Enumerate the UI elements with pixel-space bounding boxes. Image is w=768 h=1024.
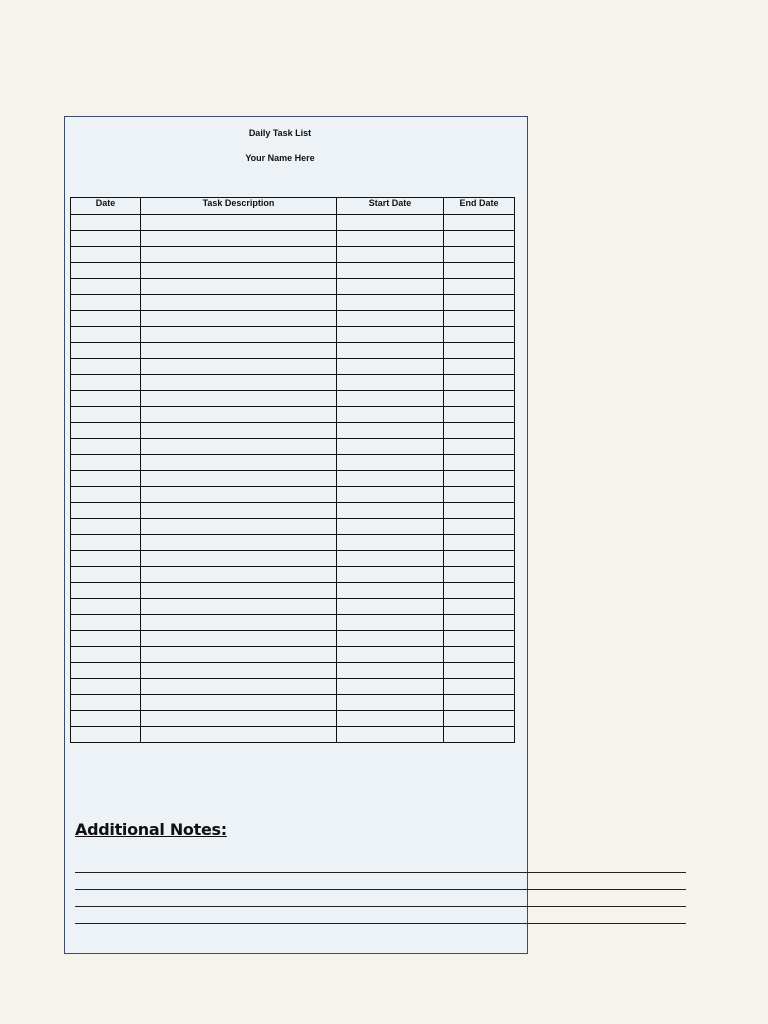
end-date-cell[interactable] — [444, 247, 515, 263]
start-date-cell[interactable] — [337, 599, 444, 615]
start-date-cell[interactable] — [337, 615, 444, 631]
date-cell[interactable] — [71, 503, 141, 519]
end-date-cell[interactable] — [444, 215, 515, 231]
date-cell[interactable] — [71, 311, 141, 327]
start-date-cell[interactable] — [337, 647, 444, 663]
task-description-cell[interactable] — [141, 631, 337, 647]
table-row — [71, 295, 515, 311]
date-cell[interactable] — [71, 295, 141, 311]
start-date-cell[interactable] — [337, 631, 444, 647]
date-cell[interactable] — [71, 535, 141, 551]
task-description-cell[interactable] — [141, 599, 337, 615]
end-date-cell[interactable] — [444, 423, 515, 439]
table-row — [71, 711, 515, 727]
table-row — [71, 423, 515, 439]
start-date-cell[interactable] — [337, 455, 444, 471]
date-cell[interactable] — [71, 375, 141, 391]
task-description-cell[interactable] — [141, 407, 337, 423]
task-description-cell[interactable] — [141, 359, 337, 375]
table-row — [71, 647, 515, 663]
task-description-cell[interactable] — [141, 391, 337, 407]
table-row — [71, 615, 515, 631]
start-date-cell[interactable] — [337, 231, 444, 247]
task-description-cell[interactable] — [141, 679, 337, 695]
task-description-cell[interactable] — [141, 615, 337, 631]
table-row — [71, 343, 515, 359]
task-description-cell[interactable] — [141, 663, 337, 679]
column-header-task-description: Task Description — [141, 198, 337, 215]
task-table-body — [71, 215, 515, 743]
end-date-cell[interactable] — [444, 663, 515, 679]
table-row — [71, 551, 515, 567]
task-description-cell[interactable] — [141, 375, 337, 391]
end-date-cell[interactable] — [444, 455, 515, 471]
table-header-row — [71, 198, 515, 215]
date-cell[interactable] — [71, 583, 141, 599]
start-date-cell[interactable] — [337, 247, 444, 263]
end-date-cell[interactable] — [444, 439, 515, 455]
column-header-date: Date — [71, 198, 141, 215]
start-date-cell[interactable] — [337, 679, 444, 695]
table-row — [71, 487, 515, 503]
date-cell[interactable] — [71, 359, 141, 375]
table-row — [71, 359, 515, 375]
document-title: Daily Task List — [248, 128, 312, 138]
table-row — [71, 279, 515, 295]
date-cell[interactable] — [71, 551, 141, 567]
name-placeholder: Your Name Here — [245, 153, 315, 163]
task-description-cell[interactable] — [141, 535, 337, 551]
end-date-cell[interactable] — [444, 551, 515, 567]
task-description-cell[interactable] — [141, 247, 337, 263]
note-line[interactable] — [75, 889, 686, 890]
end-date-cell[interactable] — [444, 599, 515, 615]
start-date-cell[interactable] — [337, 583, 444, 599]
table-row — [71, 503, 515, 519]
date-cell[interactable] — [71, 567, 141, 583]
start-date-cell[interactable] — [337, 567, 444, 583]
task-description-cell[interactable] — [141, 423, 337, 439]
end-date-cell[interactable] — [444, 487, 515, 503]
start-date-cell[interactable] — [337, 407, 444, 423]
start-date-cell[interactable] — [337, 535, 444, 551]
date-cell[interactable] — [71, 695, 141, 711]
start-date-cell[interactable] — [337, 519, 444, 535]
task-description-cell[interactable] — [141, 695, 337, 711]
end-date-cell[interactable] — [444, 359, 515, 375]
start-date-cell[interactable] — [337, 295, 444, 311]
task-description-cell[interactable] — [141, 519, 337, 535]
end-date-cell[interactable] — [444, 231, 515, 247]
date-cell[interactable] — [71, 215, 141, 231]
table-row — [71, 471, 515, 487]
table-row — [71, 407, 515, 423]
date-cell[interactable] — [71, 519, 141, 535]
date-cell[interactable] — [71, 647, 141, 663]
task-description-cell[interactable] — [141, 727, 337, 743]
task-description-cell[interactable] — [141, 487, 337, 503]
task-description-cell[interactable] — [141, 567, 337, 583]
start-date-cell[interactable] — [337, 263, 444, 279]
end-date-cell[interactable] — [444, 727, 515, 743]
task-description-cell[interactable] — [141, 439, 337, 455]
start-date-cell[interactable] — [337, 439, 444, 455]
date-cell[interactable] — [71, 391, 141, 407]
start-date-cell[interactable] — [337, 327, 444, 343]
table-row — [71, 455, 515, 471]
table-row — [71, 567, 515, 583]
start-date-cell[interactable] — [337, 471, 444, 487]
start-date-cell[interactable] — [337, 391, 444, 407]
end-date-cell[interactable] — [444, 295, 515, 311]
task-description-cell[interactable] — [141, 263, 337, 279]
start-date-cell[interactable] — [337, 695, 444, 711]
end-date-cell[interactable] — [444, 343, 515, 359]
table-row — [71, 327, 515, 343]
table-row — [71, 519, 515, 535]
task-description-cell[interactable] — [141, 215, 337, 231]
table-row — [71, 535, 515, 551]
date-cell[interactable] — [71, 615, 141, 631]
table-row — [71, 599, 515, 615]
date-cell[interactable] — [71, 599, 141, 615]
date-cell[interactable] — [71, 423, 141, 439]
date-cell[interactable] — [71, 471, 141, 487]
start-date-cell[interactable] — [337, 343, 444, 359]
start-date-cell[interactable] — [337, 359, 444, 375]
date-cell[interactable] — [71, 343, 141, 359]
note-line[interactable] — [75, 906, 686, 907]
end-date-cell[interactable] — [444, 631, 515, 647]
column-header-end-date: End Date — [444, 198, 515, 215]
task-table — [70, 197, 515, 743]
task-description-cell[interactable] — [141, 471, 337, 487]
date-cell[interactable] — [71, 727, 141, 743]
end-date-cell[interactable] — [444, 647, 515, 663]
date-cell[interactable] — [71, 663, 141, 679]
start-date-cell[interactable] — [337, 551, 444, 567]
end-date-cell[interactable] — [444, 679, 515, 695]
start-date-cell[interactable] — [337, 727, 444, 743]
start-date-cell[interactable] — [337, 503, 444, 519]
table-row — [71, 679, 515, 695]
end-date-cell[interactable] — [444, 391, 515, 407]
table-row — [71, 631, 515, 647]
table-row — [71, 727, 515, 743]
end-date-cell[interactable] — [444, 375, 515, 391]
start-date-cell[interactable] — [337, 711, 444, 727]
notes-heading: Additional Notes: — [75, 820, 227, 839]
date-cell[interactable] — [71, 231, 141, 247]
end-date-cell[interactable] — [444, 695, 515, 711]
end-date-cell[interactable] — [444, 471, 515, 487]
end-date-cell[interactable] — [444, 519, 515, 535]
column-header-start-date: Start Date — [337, 198, 444, 215]
end-date-cell[interactable] — [444, 583, 515, 599]
table-row — [71, 263, 515, 279]
task-description-cell[interactable] — [141, 455, 337, 471]
end-date-cell[interactable] — [444, 567, 515, 583]
table-row — [71, 439, 515, 455]
end-date-cell[interactable] — [444, 503, 515, 519]
date-cell[interactable] — [71, 711, 141, 727]
start-date-cell[interactable] — [337, 487, 444, 503]
note-line[interactable] — [75, 923, 686, 924]
task-description-cell[interactable] — [141, 279, 337, 295]
end-date-cell[interactable] — [444, 279, 515, 295]
end-date-cell[interactable] — [444, 263, 515, 279]
date-cell[interactable] — [71, 679, 141, 695]
start-date-cell[interactable] — [337, 311, 444, 327]
task-description-cell[interactable] — [141, 295, 337, 311]
end-date-cell[interactable] — [444, 407, 515, 423]
table-row — [71, 247, 515, 263]
table-row — [71, 311, 515, 327]
table-row — [71, 663, 515, 679]
task-description-cell[interactable] — [141, 503, 337, 519]
end-date-cell[interactable] — [444, 327, 515, 343]
task-description-cell[interactable] — [141, 583, 337, 599]
date-cell[interactable] — [71, 631, 141, 647]
date-cell[interactable] — [71, 327, 141, 343]
date-cell[interactable] — [71, 439, 141, 455]
end-date-cell[interactable] — [444, 535, 515, 551]
end-date-cell[interactable] — [444, 615, 515, 631]
start-date-cell[interactable] — [337, 375, 444, 391]
task-description-cell[interactable] — [141, 647, 337, 663]
date-cell[interactable] — [71, 407, 141, 423]
table-row — [71, 695, 515, 711]
start-date-cell[interactable] — [337, 279, 444, 295]
table-row — [71, 375, 515, 391]
task-description-cell[interactable] — [141, 343, 337, 359]
table-row — [71, 391, 515, 407]
end-date-cell[interactable] — [444, 711, 515, 727]
date-cell[interactable] — [71, 279, 141, 295]
start-date-cell[interactable] — [337, 663, 444, 679]
task-description-cell[interactable] — [141, 711, 337, 727]
note-line[interactable] — [75, 872, 686, 873]
task-description-cell[interactable] — [141, 327, 337, 343]
start-date-cell[interactable] — [337, 423, 444, 439]
table-row — [71, 583, 515, 599]
table-row — [71, 231, 515, 247]
task-description-cell[interactable] — [141, 311, 337, 327]
end-date-cell[interactable] — [444, 311, 515, 327]
date-cell[interactable] — [71, 247, 141, 263]
table-row — [71, 215, 515, 231]
date-cell[interactable] — [71, 263, 141, 279]
date-cell[interactable] — [71, 487, 141, 503]
task-description-cell[interactable] — [141, 231, 337, 247]
start-date-cell[interactable] — [337, 215, 444, 231]
task-description-cell[interactable] — [141, 551, 337, 567]
date-cell[interactable] — [71, 455, 141, 471]
